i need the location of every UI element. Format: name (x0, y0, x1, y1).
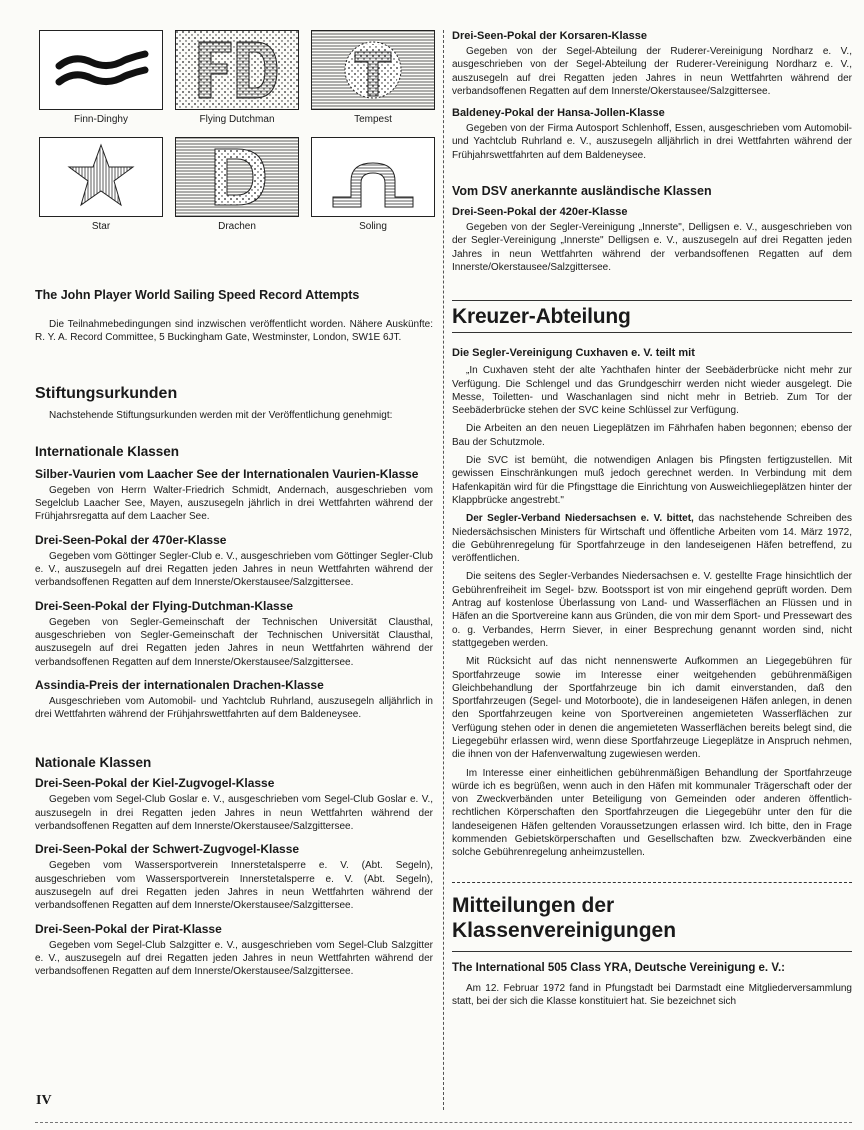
mitteilungen-text: Am 12. Februar 1972 fand in Pfungstadt bei Darmstadt eine Mitgliederversammlung statt, bei der sich die Klasse konstituiert hat. Sie bezeichnet sich (452, 982, 852, 1007)
item-text: Gegeben von der Segler-Vereinigung „Innerste", Delligsen e. V., ausgeschrieben von der Segler-Vereinigung „Innerste" Delligsen e. V., auszusegeln auf drei Regatten jeden Jahres in neun Wettfahrten während der verbandsoffenen Regatten auf dem Innerste/Okerstausee/Salzgittersee. (452, 222, 852, 273)
column-divider (443, 30, 444, 1110)
right-column (452, 30, 852, 1008)
kreuzer-lead-rest: das nachstehende Schreiben des Niedersächsischen Ministers für Wirtschaft und öffentliche Arbeiten vom 14. März 1972, die Gebührenregelung für Sportfahrzeuge in den landeseigenen Häfen betreffend, zu veröffentlichen. (452, 513, 852, 565)
mitteilungen-subtitle: The International 505 Class YRA, Deutsche Vereinigung e. V.: (452, 961, 785, 974)
bottom-rule (35, 1122, 852, 1123)
flag-drachen (174, 137, 300, 232)
kreuzer-section (452, 347, 852, 859)
left-column (35, 30, 433, 978)
item-title: Drei-Seen-Pokal der Schwert-Zugvogel-Klasse (35, 842, 300, 857)
item-text: Gegeben vom Segel-Club Salzgitter e. V., ausgeschrieben vom Segel-Club Salzgitter e. V., auszusegeln auf drei Regatten jeden Jahres in neun Wettfahrten während der verbandsoffenen Regatten auf dem Innerste/Okerstausee/Salzgittersee. (35, 939, 433, 978)
kreuzer-paragraph: Die seitens des Segler-Verbandes Niedersachsen e. V. gestellte Frage hinsichtlich der Gebührenfreiheit im Segel- bzw. Bootssport ist von mir eingehend geprüft worden. Dem Antrag auf kostenlose Überlassung von Land- und Wasserflächen an Flüssen und in Häfen an die Sportvereine kann aus Gründen, die von mir dem Sport- und Pressewart des o. g. Verbandes, Herrn Siever, in einer Besprechung genannt worden sind, nicht stattgegeben werden. (452, 571, 852, 649)
national-title: Nationale Klassen (35, 755, 152, 771)
item-title: Baldeney-Pokal der Hansa-Jollen-Klasse (452, 107, 665, 120)
stiftung-title: Stiftungsurkunden (35, 384, 178, 402)
finn-dinghy-flag-icon (39, 30, 163, 110)
mitteilungen-title-line1: Mitteilungen der (452, 893, 615, 917)
flag-label: Soling (359, 221, 387, 232)
flag-flying-dutchman (174, 30, 300, 125)
tempest-flag-icon (311, 30, 435, 110)
item-title: Assindia-Preis der internationalen Drachen-Klasse (35, 677, 324, 692)
national-section (35, 755, 433, 978)
item-text: Gegeben von der Segel-Abteilung der Ruderer-Vereinigung Nordharz e. V., ausgeschrieben von der Segel-Abteilung der Ruderer-Vereinigung Nordharz e. V., auszusegeln auf drei Regatten jeden Jahres in neun Wettfahrten während der verbandsoffenen Regatten auf dem Innerste/Okerstausee/Salzgittersee. (452, 46, 852, 97)
item-title: Drei-Seen-Pokal der Pirat-Klasse (35, 921, 222, 936)
soling-flag-icon (311, 137, 435, 217)
flag-label: Drachen (218, 221, 256, 232)
flag-label: Flying Dutchman (199, 114, 275, 125)
item-text: Gegeben vom Segel-Club Goslar e. V., ausgeschrieben vom Segel-Club Goslar e. V., auszusegeln in drei Regatten jeden Jahres in neun Wettfahrten während der verbandsoffenen Regatten auf dem Innerste/Okerstausee/Salzgittersee. (35, 794, 433, 833)
item-title: Drei-Seen-Pokal der Kiel-Zugvogel-Klasse (35, 776, 275, 791)
stiftung-intro: Nachstehende Stiftungsurkunden werden mit der Veröffentlichung genehmigt: (49, 409, 393, 421)
john-player-text: Die Teilnahmebedingungen sind inzwischen veröffentlicht worden. Nähere Auskünfte: R. Y. A. Record Committee, 5 Buckingham Gate, Westminster, London, SW1E 6JT. (35, 319, 433, 344)
item-text: Gegeben von Segler-Gemeinschaft der Technischen Universität Clausthal, ausgeschrieben von Segler-Gemeinschaft der Technischen Universität Clausthal, auszusegeln auf drei Regatten jeden Jahres in neun Wettfahrten während der verbandsoffenen Regatten auf dem Innerste/Okerstausee/Salzgittersee. (35, 616, 433, 668)
mitteilungen-section (452, 951, 852, 1009)
kreuzer-subtitle: Die Segler-Vereinigung Cuxhaven e. V. teilt mit (452, 347, 695, 360)
page-number: IV (36, 1093, 52, 1108)
flag-soling (310, 137, 436, 232)
flag-finn-dinghy (38, 30, 164, 125)
item-title: Drei-Seen-Pokal der Korsaren-Klasse (452, 30, 648, 42)
dsv-title: Vom DSV anerkannte ausländische Klassen (452, 184, 712, 199)
kreuzer-paragraph: „In Cuxhaven steht der alte Yachthafen hinter der Seebäderbrücke nicht mehr zur Verfügung. Die Schlengel und das Grundgeschirr werden nicht wieder ausgelegt. Die Messe, Toiletten- und Waschanlagen sind nicht mehr in Betrieb. Zum Tor der Seebäderbrücke stehen der SVC keine Schlüssel zur Verfügung. (452, 365, 852, 417)
item-text: Gegeben vom Göttinger Segler-Club e. V., ausgeschrieben vom Göttinger Segler-Club e. V., auszusegeln auf drei Regatten jeden Jahres in neun Wettfahrten während der verbandsoffenen Regatten auf dem Innerste/Okerstausee/Salzgittersee. (35, 550, 433, 589)
john-player-section (35, 288, 433, 345)
flag-label: Finn-Dinghy (74, 114, 128, 125)
kreuzer-paragraph: Die SVC ist bemüht, die notwendigen Anlagen bis Pfingsten fertigzustellen. Mit gewissen Einschränkungen muß jedoch gerechnet werden. In Verbindung mit dem Hafenkapitän wird für die Pfingsttage die Einrichtung von Ausweichliegeplätzen hinter der Klappbrücke angestrebt." (452, 455, 852, 506)
kreuzer-title: Kreuzer-Abteilung (452, 300, 852, 333)
kreuzer-paragraph (452, 512, 852, 565)
mitteilungen-title (452, 882, 852, 943)
kreuzer-lead-bold: Der Segler-Verband Niedersachsen e. V. bittet, (466, 513, 694, 525)
kreuzer-paragraph: Die Arbeiten an den neuen Liegeplätzen im Fährhafen haben begonnen; ebenso der Bau der Schutzmole. (452, 423, 852, 448)
item-title: Silber-Vaurien vom Laacher See der Internationalen Vaurien-Klasse (35, 466, 419, 481)
class-flags-grid (38, 30, 433, 232)
flying-dutchman-flag-icon (175, 30, 299, 110)
kreuzer-paragraph: Im Interesse einer einheitlichen gebührenmäßigen Behandlung der Sportfahrzeuge würde ich es begrüßen, wenn auch in den Häfen mit kommunaler Trägerschaft oder der von Zweckverbänden unter Beteiligung von Gemeinden oder anderen öffentlich-rechtlichen Körperschaften den Sportfahrzeugen die Liegegebühr unter den für die landeseigenen Häfen geltenden Voraussetzungen erlassen wird. Ich bitte, den in Frage kommenden Gebietskörperschaften und Gesellschaften bzw. Zweckverbänden eine solche Gebührenregelung anheimzustellen. (452, 767, 852, 859)
item-title: Drei-Seen-Pokal der 420er-Klasse (452, 206, 628, 219)
star-flag-icon (39, 137, 163, 217)
international-section (35, 444, 433, 722)
flag-label: Tempest (354, 114, 392, 125)
item-text: Ausgeschrieben vom Automobil- und Yachtclub Ruhrland, auszusegeln alljährlich in drei Wettfahrten während der Frühjahrswettfahrten auf dem Baldeneysee. (35, 695, 433, 721)
item-text: Gegeben von der Firma Autosport Schlenhoff, Essen, ausgeschrieben vom Automobil- und Yachtclub Ruhrland e. V., auszusegeln alljährlich in drei Wettfahrten während der Frühjahrswettfahrten auf dem Baldeneysee. (452, 123, 852, 161)
john-player-title: The John Player World Sailing Speed Record Attempts (35, 288, 360, 302)
drachen-flag-icon (175, 137, 299, 217)
flag-label: Star (91, 221, 111, 232)
international-title: Internationale Klassen (35, 443, 180, 459)
stiftung-section (35, 385, 433, 422)
item-title: Drei-Seen-Pokal der 470er-Klasse (35, 532, 227, 547)
item-title: Drei-Seen-Pokal der Flying-Dutchman-Klasse (35, 598, 294, 613)
kreuzer-paragraph: Mit Rücksicht auf das nicht nennenswerte Aufkommen an Liegegebühren für Sportfahrzeuge sowie im Interesse einer weitgehenden gebührenmäßigen Gleichbehandlung der Sportfahrzeuge bin ich damit einverstanden, daß den Sportfahrzeugen (Segel- und Motorboote), die in landeseigenen Häfen anlegen, in denen den Sportfahrzeugen keine von Sportvereinen angemieteten Wasserflächen zur Verfügung stehen oder in denen die angemieteten Wasserflächen bereits belegt sind, die Liegegebühr erlassen wird, wenn diese Sportfahrzeuge Liegeplätze in Anspruch nehmen, die ihnen von der Hafenverwaltung zugewiesen werden. (452, 656, 852, 761)
mitteilungen-title-line2: Klassenvereinigungen (452, 918, 677, 942)
flag-star (38, 137, 164, 232)
item-text: Gegeben von Herrn Walter-Friedrich Schmidt, Andernach, ausgeschrieben vom Segelclub Laacher See, Mayen, auszusegeln jährlich in drei Wettfahrten während der Frühjahrsregatta auf dem Laacher See. (35, 484, 433, 523)
flag-tempest (310, 30, 436, 125)
item-text: Gegeben vom Wassersportverein Innerstetalsperre e. V. (Abt. Segeln), ausgeschrieben vom Wassersportverein Innerstetalsperre e. V. (Abt. Segeln), auszusegeln auf drei Regatten jeden Jahres in neun Wettfahrten während der verbandsoffenen Regatten auf dem Innerste/Okerstausee/Salzgittersee. (35, 860, 433, 912)
dsv-section (452, 184, 852, 274)
